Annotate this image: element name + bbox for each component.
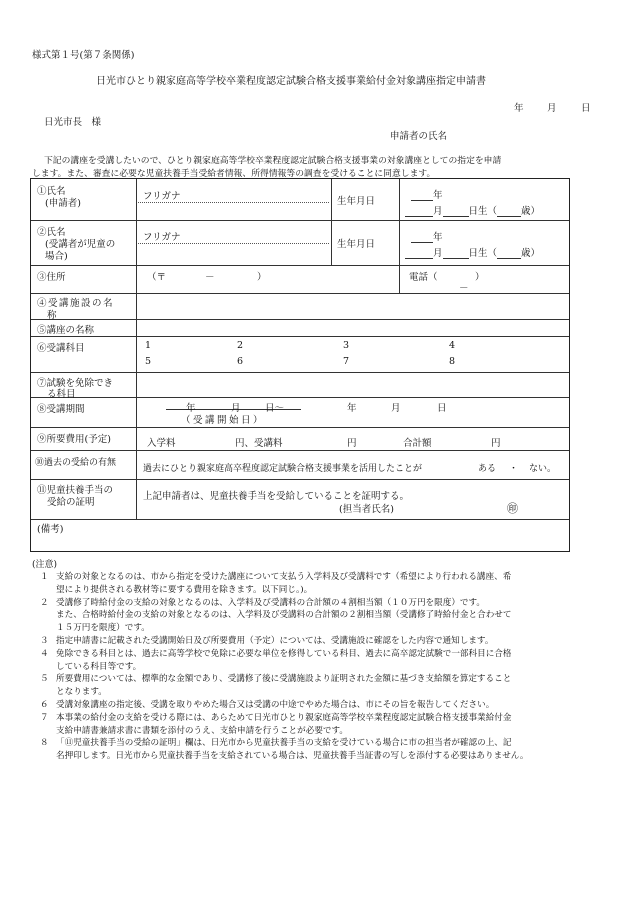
allowance-cert-sublabel: 受給の証明 — [47, 497, 95, 508]
note-line: 免除できる科目とは、過去に高等学校で免除に必要な単位を修得している科目、過去に高卒認定試験で一部科目に合格 — [56, 648, 512, 659]
note-number: ２ — [40, 597, 49, 608]
course-name-label: ⑤講座の名称 — [37, 325, 95, 336]
note-number: ７ — [40, 712, 49, 723]
course-name-field[interactable] — [141, 321, 561, 334]
note-item — [34, 699, 579, 712]
child-name-label: ②氏名 — [37, 227, 66, 238]
date-month: 月 — [547, 103, 557, 114]
facility-label: ④受講施設の名 — [37, 298, 115, 309]
note-line: 「⑪児童扶養手当の受給の証明」欄は、日光市から児童扶養手当の支給を受けている場合に市の担当者が確認の上、記 — [56, 738, 512, 749]
note-line: １５万円を限度）です。 — [56, 623, 150, 634]
child-dob-year-field[interactable]: 年 — [411, 229, 443, 243]
total-label: 合計額 — [403, 438, 432, 449]
postal-code-open: （〒 — [147, 272, 167, 283]
dob-label: 生年月日 — [337, 196, 376, 207]
phone-field[interactable] — [451, 269, 471, 281]
phone-close: ） — [475, 272, 485, 283]
past-benefit-separator: ・ — [509, 464, 519, 474]
start-year: 年 — [186, 403, 196, 414]
applicant-name-sublabel: (申請者) — [45, 198, 81, 209]
note-line: また、合格時給付金の支給の対象となるのは、入学料及び受講料の合計額の２割相当額（受講修了時給付金と合わせて — [56, 610, 512, 621]
note-item — [34, 737, 579, 763]
remarks-label: (備考) — [37, 524, 64, 535]
date-day: 日 — [581, 103, 591, 114]
note-item — [34, 597, 579, 635]
child-dob-month-day-age-field[interactable]: 月 日生（ 歳） — [405, 245, 540, 259]
subject-number: 3 — [343, 340, 350, 351]
note-item — [34, 712, 579, 738]
note-line: 支給の対象となるのは、市から指定を受けた講座について支払う入学料及び受講料です（希望により行われる講座、希 — [56, 572, 512, 582]
note-line: となります。 — [56, 687, 107, 698]
note-item — [34, 648, 579, 674]
note-number: １ — [40, 572, 49, 582]
period-label: ⑧受講期間 — [37, 404, 85, 415]
note-line: 所要費用については、標準的な金額であり、受講修了後に受講施設より証明された金額に基づき支給額を算定すること — [56, 674, 512, 685]
allowance-cert-text: 上記申請者は、児童扶養手当を受給していることを証明する。 — [143, 491, 410, 502]
start-month: 月 — [231, 403, 241, 414]
address-field[interactable] — [143, 281, 393, 291]
note-number: ８ — [40, 738, 49, 749]
subject-number: 6 — [237, 356, 244, 367]
allowance-cert-label: ⑪児童扶養手当の — [37, 485, 114, 496]
exempt-subjects-sublabel: る科目 — [47, 389, 76, 400]
intro-line-2: します。また、審査に必要な児童扶養手当受給者情報、所得情報等の調査を受けることに同意します。 — [32, 169, 436, 179]
phone-dash: － — [459, 283, 469, 294]
applicant-name-label: 申請者の氏名 — [390, 131, 448, 142]
subject-number: 7 — [343, 356, 350, 367]
dob-label: 生年月日 — [337, 239, 376, 250]
exempt-subjects-label: ⑦試験を免除でき — [37, 378, 114, 389]
notes-list — [34, 571, 579, 763]
note-line: 望により提供される教材等に要する費用を除きます。以下同じ。)。 — [56, 584, 313, 595]
date-year: 年 — [514, 103, 524, 114]
start-day: 日～ — [265, 403, 285, 414]
postal-code-close: ） — [257, 272, 267, 283]
phone-label: 電話（ — [409, 272, 438, 283]
dob-month-day-age-field[interactable]: 月 日生（ 歳） — [405, 203, 540, 217]
end-month: 月 — [391, 403, 401, 414]
form-number: 様式第１号(第７条関係) — [32, 50, 135, 61]
note-line: 名押印します。日光市から児童扶養手当を支給されている場合は、児童扶養手当証書の写しを添付する必要はありません。 — [56, 751, 529, 762]
document-title: 日光市ひとり親家庭高等学校卒業程度認定試験合格支援事業給付金対象講座指定申請書 — [96, 76, 486, 87]
end-year: 年 — [347, 403, 357, 414]
postal-code-dash: － — [205, 272, 215, 283]
note-line: している科目等です。 — [56, 661, 142, 672]
officer-name-label: (担当者氏名) — [339, 504, 394, 515]
subject-number: 5 — [145, 356, 152, 367]
note-number: ３ — [40, 635, 49, 646]
note-line: 受講対象講座の指定後、受講を取りやめた場合又は受講の中途でやめた場合は、市にその旨を報告してください。 — [56, 699, 495, 710]
child-name-field[interactable] — [143, 245, 328, 261]
applicant-name-label: ①氏名 — [37, 186, 66, 197]
furigana-label: フリガナ — [143, 232, 181, 243]
past-benefit-label: ⑩過去の受給の有無 — [35, 458, 117, 468]
tuition-yen: 円 — [347, 438, 357, 449]
cost-label: ⑨所要費用(予定) — [37, 434, 111, 445]
total-yen: 円 — [491, 438, 501, 449]
end-day: 日 — [437, 403, 447, 414]
subjects-label: ⑥受講科目 — [37, 343, 85, 354]
past-benefit-yes[interactable]: ある — [478, 464, 497, 474]
subject-number: 1 — [145, 340, 152, 351]
exempt-subjects-field[interactable] — [141, 375, 561, 395]
note-item — [34, 635, 579, 648]
child-name-sublabel: (受講者が児童の — [45, 239, 116, 250]
tuition-label: 円、受講料 — [235, 438, 283, 449]
note-line: 本事業の給付金の支給を受ける際には、あらためて日光市ひとり親家庭高等学校卒業程度認定試験合格支援事業給付金 — [56, 712, 512, 723]
subject-number: 2 — [237, 340, 244, 351]
note-number: ６ — [40, 699, 49, 710]
application-form-table — [30, 178, 570, 552]
admission-fee-label: 入学料 — [147, 438, 176, 449]
note-item — [34, 571, 579, 597]
subject-number: 8 — [449, 356, 456, 367]
note-item — [34, 673, 579, 699]
past-benefit-no[interactable]: ない。 — [529, 464, 557, 474]
start-date-caption: （受講開始日） — [181, 415, 266, 426]
intro-line-1: 下記の講座を受講したいので、ひとり親家庭高等学校卒業程度認定試験合格支援事業の対象講座としての指定を申請 — [44, 156, 502, 166]
facility-name-field[interactable] — [141, 296, 561, 316]
furigana-label: フリガナ — [143, 191, 181, 202]
note-number: ５ — [40, 674, 49, 685]
addressee: 日光市長 様 — [44, 117, 102, 128]
facility-sublabel: 称 — [47, 310, 57, 321]
subject-number: 4 — [449, 340, 456, 351]
address-label: ③住所 — [37, 272, 66, 283]
note-line: 受講修了時給付金の支給の対象となるのは、入学料及び受講料の合計額の４割相当額（１０万円を限度）です。 — [56, 597, 486, 608]
applicant-name-field[interactable] — [143, 204, 328, 218]
note-line: 支給申請書兼請求書に書類を添付のうえ、支給申請を行うことが必要です。 — [56, 725, 349, 736]
seal-mark: ㊞ — [507, 502, 518, 515]
past-benefit-text: 過去にひとり親家庭高卒程度認定試験合格支援事業を活用したことが — [143, 464, 423, 474]
notes-heading: (注意) — [32, 560, 58, 570]
remarks-field[interactable] — [35, 534, 565, 548]
note-number: ４ — [40, 648, 49, 659]
note-line: 指定申請書に記載された受講開始日及び所要費用（予定）については、受講施設に確認をした内容で通知します。 — [56, 635, 494, 646]
dob-year-field[interactable]: 年 — [411, 187, 443, 201]
child-name-sublabel-2: 場合) — [45, 251, 68, 262]
